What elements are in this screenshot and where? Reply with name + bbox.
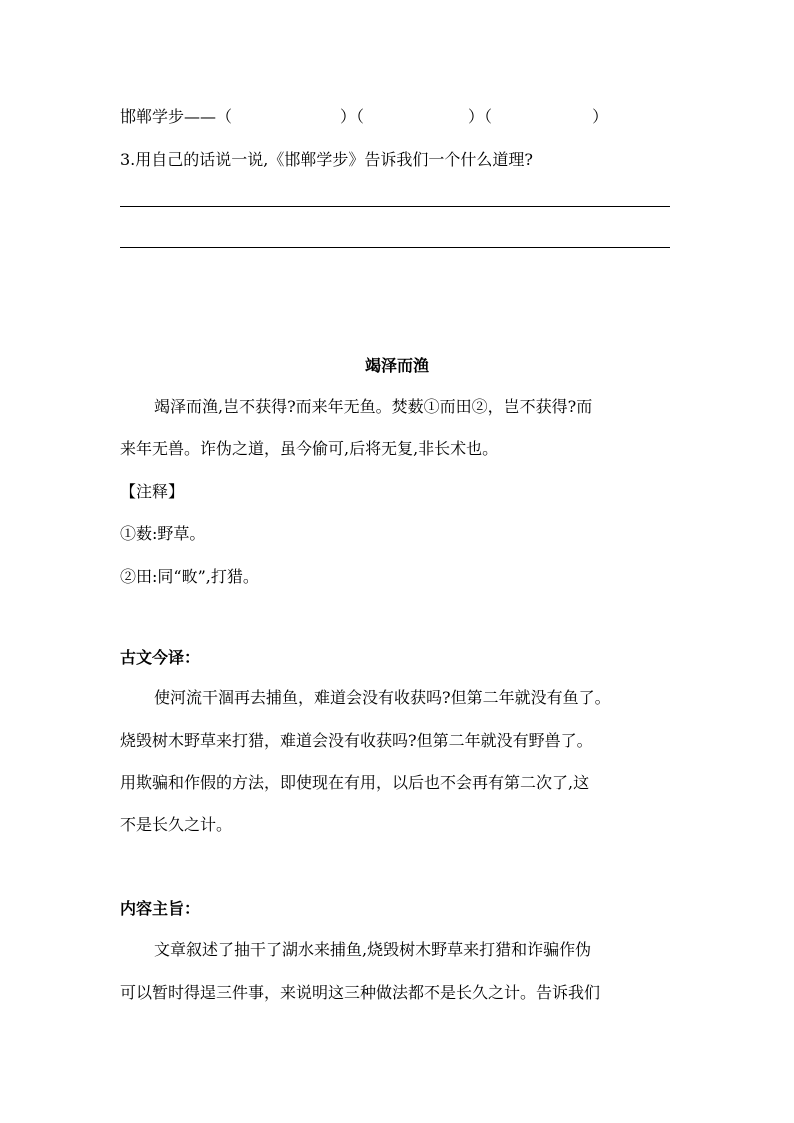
blank-separator-2: ）（ xyxy=(468,107,493,126)
blank-separator-1: ）（ xyxy=(340,107,365,126)
handan-blank-row xyxy=(120,109,608,125)
theme-heading: 内容主旨： xyxy=(120,899,201,918)
translation-heading: 古文今译： xyxy=(120,648,201,667)
story-line-2: 来年无兽。诈伪之道，虽今偷可,后将无复,非长术也。 xyxy=(120,439,499,458)
notes-heading: 【注释】 xyxy=(120,482,185,501)
translation-line-3: 用欺骗和作假的方法，即使现在有用，以后也不会再有第二次了,这 xyxy=(120,773,590,792)
blank-close-3: ） xyxy=(592,107,609,126)
translation-line-1: 使河流干涸再去捕鱼，难道会没有收获吗?但第二年就没有鱼了。 xyxy=(154,688,611,707)
note-1: ①薮:野草。 xyxy=(120,524,206,543)
answer-line-1[interactable] xyxy=(120,206,670,207)
note-2: ②田:同“畋”,打猎。 xyxy=(120,567,259,586)
theme-line-2: 可以暂时得逞三件事，来说明这三种做法都不是长久之计。告诉我们 xyxy=(120,983,601,1002)
question-3: 3.用自己的话说一说,《邯郸学步》告诉我们一个什么道理? xyxy=(120,150,533,169)
story-line-1: 竭泽而渔,岂不获得?而来年无鱼。焚薮①而田②，岂不获得?而 xyxy=(154,397,593,416)
theme-line-1: 文章叙述了抽干了湖水来捕鱼,烧毁树木野草来打猎和诈骗作伪 xyxy=(154,940,592,959)
translation-line-4: 不是长久之计。 xyxy=(120,815,233,834)
story-title: 竭泽而渔 xyxy=(364,356,429,375)
translation-line-2: 烧毁树木野草来打猎，难道会没有收获吗?但第二年就没有野兽了。 xyxy=(120,731,593,750)
answer-line-2[interactable] xyxy=(120,247,670,248)
blank-open-1: （ xyxy=(216,107,233,126)
handan-phrase: 邯郸学步—— xyxy=(120,107,217,126)
